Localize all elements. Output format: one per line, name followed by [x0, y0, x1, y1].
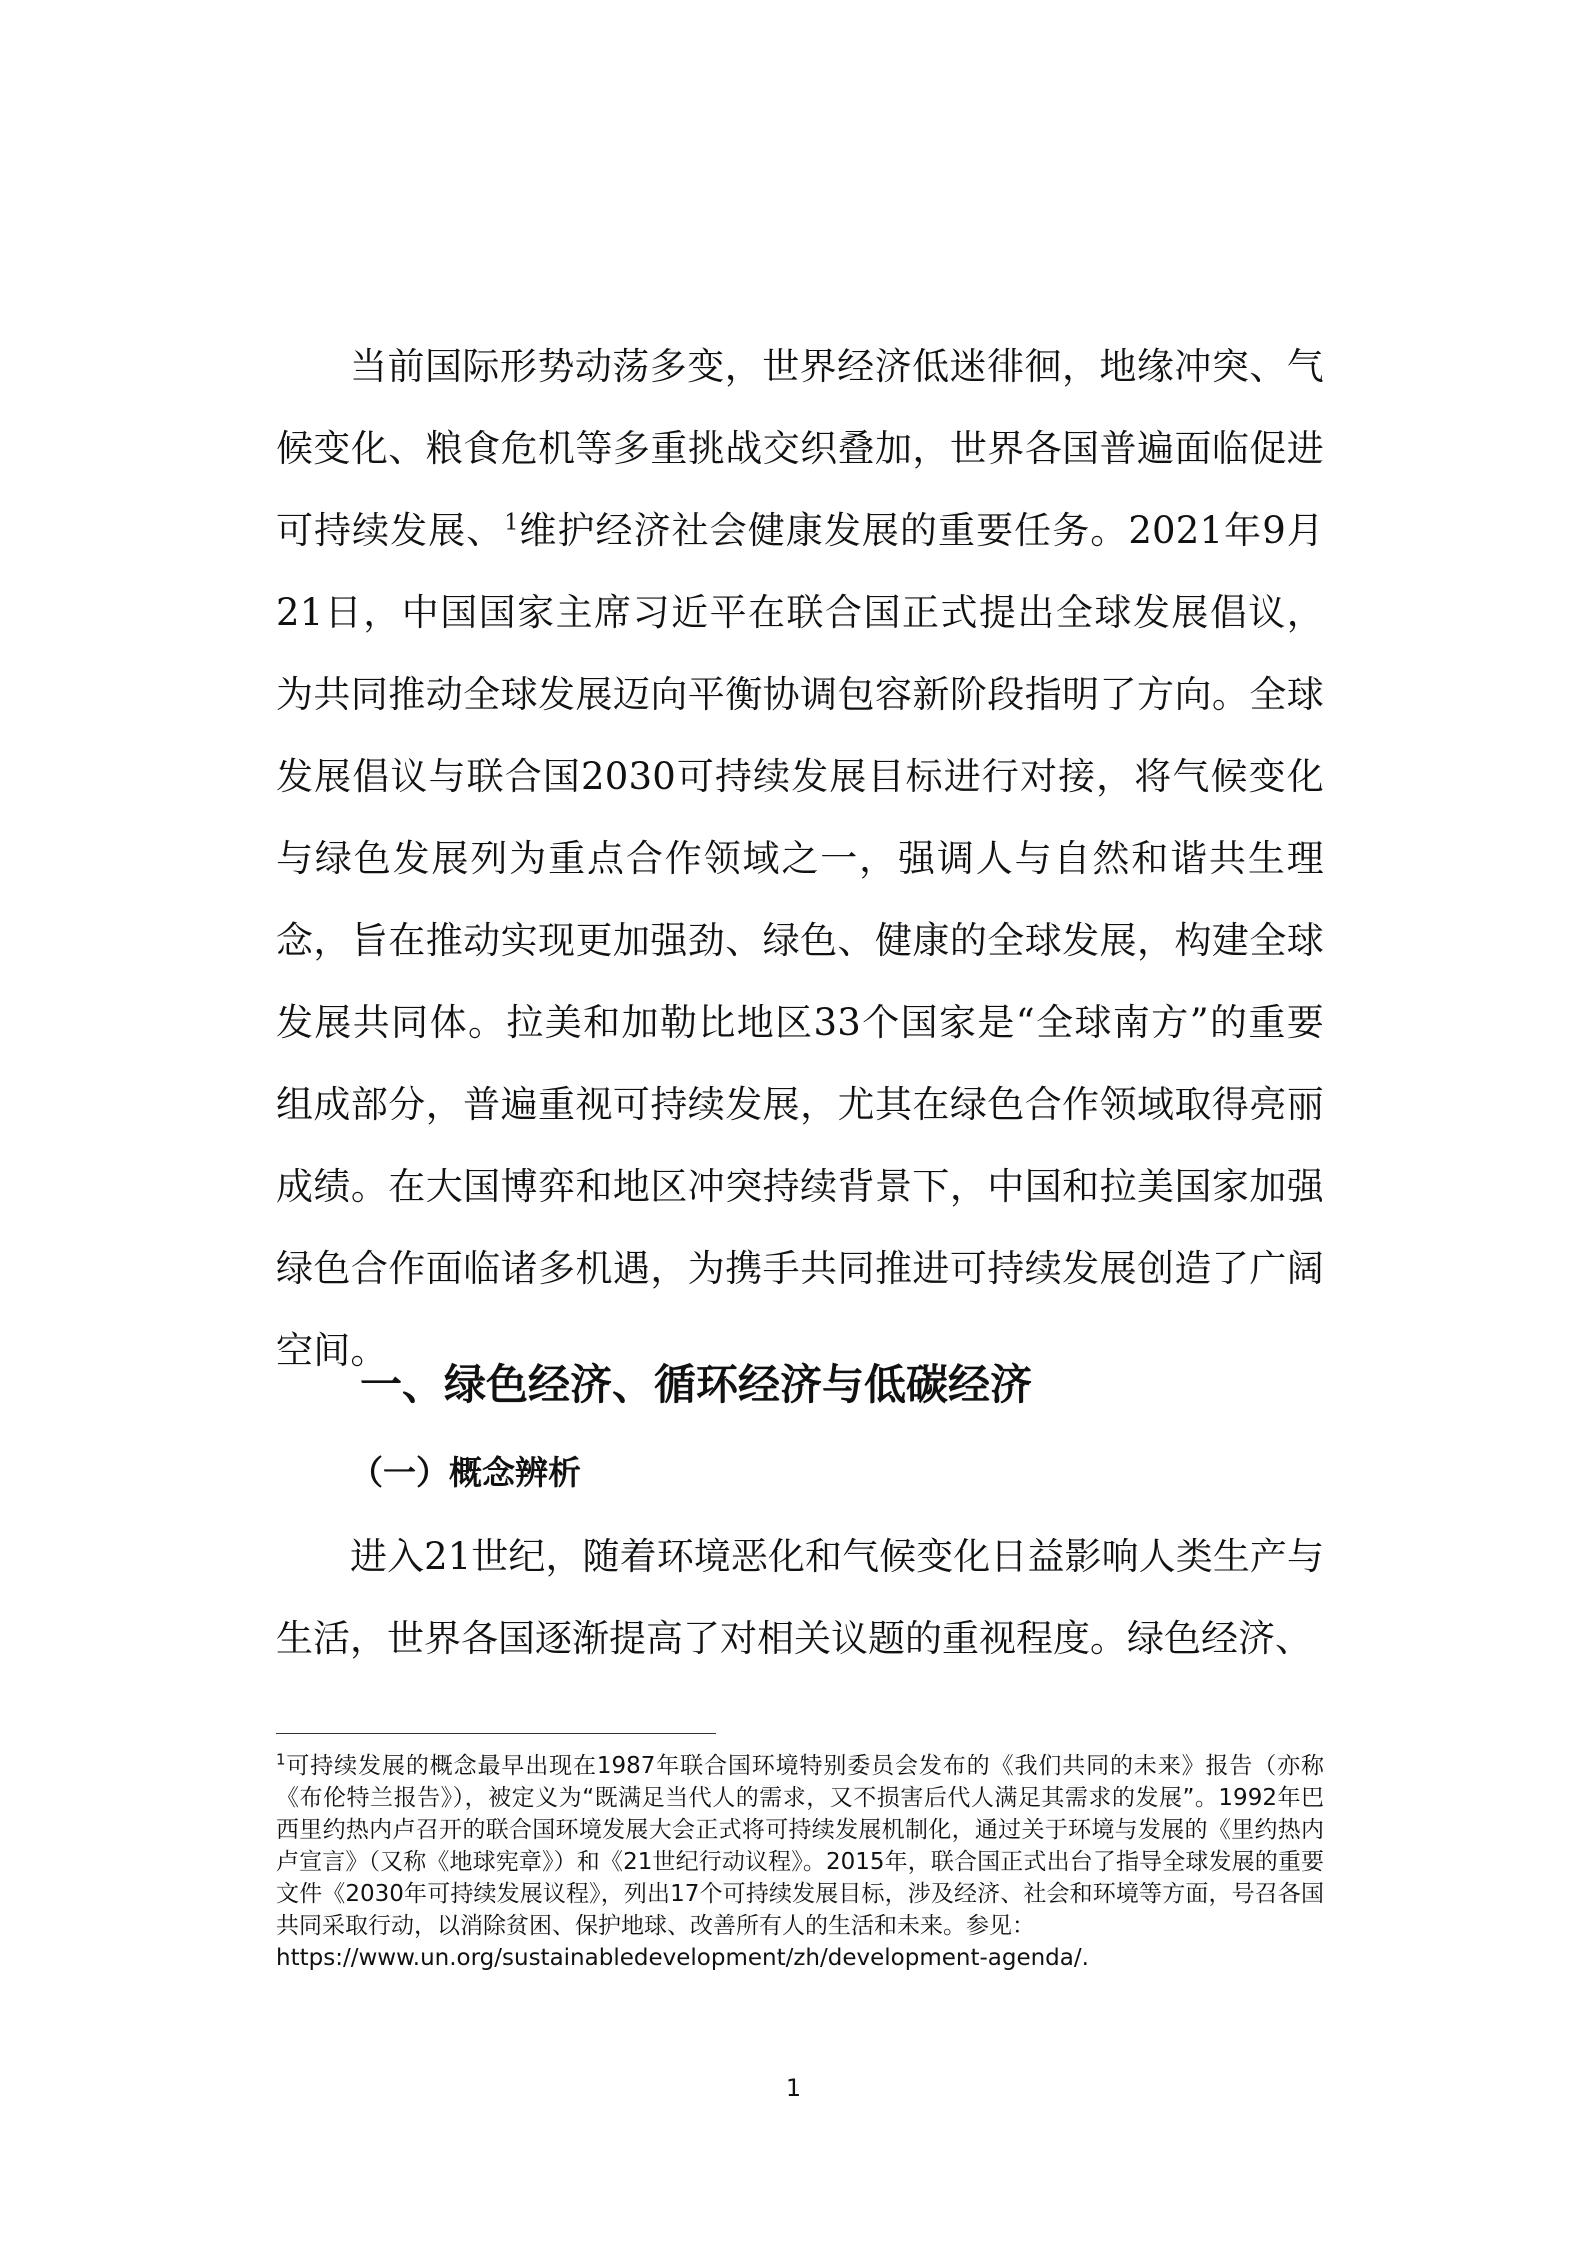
footnote-reference[interactable]: 1: [504, 510, 519, 536]
footnote-separator: [276, 1733, 716, 1734]
footnote-link[interactable]: https://www.un.org/sustainabledevelopment/zh/development-agenda/.: [276, 1945, 1089, 1971]
footnote: [276, 1750, 1324, 1974]
subsection-heading: （一）概念辨析: [350, 1453, 581, 1492]
section-paragraph: 进入21世纪，随着环境恶化和气候变化日益影响人类生产与生活，世界各国逐渐提高了对相关议题的重视程度。绿色经济、: [276, 1535, 1324, 1660]
section-heading: 一、绿色经济、循环经济与低碳经济: [360, 1360, 1033, 1409]
intro-text-part2: 维护经济社会健康发展的重要任务。2021年9月21日，中国国家主席习近平在联合国正式提出全球发展倡议，为共同推动全球发展迈向平衡协调包容新阶段指明了方向。全球发展倡议与联合国2030可持续发展目标进行对接，将气候变化与绿色发展列为重点合作领域之一，强调人与自然和谐共生理念，旨在推动实现更加强劲、绿色、健康的全球发展，构建全球发展共同体。拉美和加勒比地区33个国家是“全球南方”的重要组成部分，普遍重视可持续发展，尤其在绿色合作领域取得亮丽成绩。在大国博弈和地区冲突持续背景下，中国和拉美国家加强绿色合作面临诸多机遇，为携手共同推进可持续发展创造了广阔空间。: [276, 509, 1324, 1372]
page-number: 1: [785, 2074, 802, 2102]
footnote-marker: 1: [276, 1750, 286, 1769]
intro-text-part1: 当前国际形势动荡多变，世界经济低迷徘徊，地缘冲突、气候变化、粮食危机等多重挑战交织叠加，世界各国普遍面临促进可持续发展、: [276, 345, 1324, 552]
footnote-text: 可持续发展的概念最早出现在1987年联合国环境特别委员会发布的《我们共同的未来》报告（亦称《布伦特兰报告》），被定义为“既满足当代人的需求，又不损害后代人满足其需求的发展”。1992年巴西里约热内卢召开的联合国环境发展大会正式将可持续发展机制化，通过关于环境与发展的《里约热内卢宣言》（又称《地球宪章》）和《21世纪行动议程》。2015年，联合国正式出台了指导全球发展的重要文件《2030年可持续发展议程》，列出17个可持续发展目标，涉及经济、社会和环境等方面，号召各国共同采取行动，以消除贫困、保护地球、改善所有人的生活和未来。参见：: [276, 1753, 1324, 1939]
intro-paragraph: [276, 326, 1324, 1392]
